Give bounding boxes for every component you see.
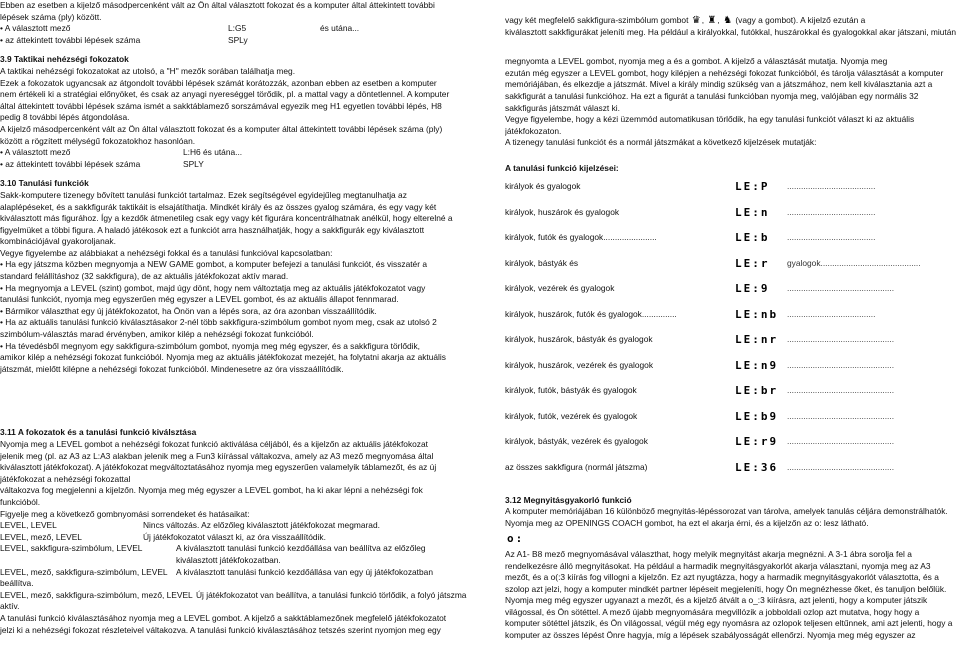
command-effect: A kiválasztott tanulási funkció kezdőállása van egy új játékfokozatban: [176, 566, 433, 577]
section-3-9-title: 3.9 Taktikai nehézségi fokozatok: [0, 54, 129, 65]
lcd-code: LE:nb: [735, 307, 779, 321]
right-top-line-1: vagy két megfelelő sakkfigura-szimbólum gombot ♛, ♜, ♞ (vagy a gombot). A kijelző ezután a: [505, 15, 866, 27]
section-3-11-body: [0, 439, 472, 520]
leader-dots: ..............................................: [787, 461, 895, 472]
table-cell: SPLy: [228, 34, 248, 45]
table-cell: • A választott mező: [0, 23, 71, 34]
text-line: • Ha egy játszma közben megnyomja a NEW GAME gombot, a komputer befejezi a tanulási funkciót, és visszatér a: [0, 259, 427, 270]
text-line: játékfokozat a nehézségi fokozattal: [0, 473, 131, 484]
text-line: • Ha tévedésből megnyom egy sakkfigura-szimbólum gombot, nyomja meg még egyszer, és a sakkfigura törlődik,: [0, 340, 421, 351]
lcd-code: LE:9: [735, 282, 770, 296]
text-line: A komputer memóriájában 16 különböző megnyitás-lépéssorozat van tárolva, amelyek tanulás céljára demonstrálhatók.: [505, 506, 948, 517]
text-line: A taktikai nehézségi fokozatokat az utolsó, a "H" mezők sorában találhatja meg.: [0, 65, 296, 76]
text-line: pedig 8 további lépés átgondolása.: [0, 112, 130, 123]
lcd-code: LE:br: [735, 384, 779, 398]
table-row: [505, 175, 960, 201]
text-line: Nyomja meg a LEVEL gombot a nehézségi fokozat funkció aktiválása céljából, és a kijelzőn az aktuális játékfokozat: [0, 439, 428, 449]
function-label: királyok, huszárok és gyalogok: [505, 206, 620, 217]
table-row: [0, 35, 472, 47]
text-line: játszmát, mielőtt kilépne a nehézségi fokozat funkcióból. Mindenesetre az óra visszaállítódik.: [0, 363, 344, 374]
text-line: kombinációjával gyakoroljanak.: [0, 236, 116, 247]
text-line: • Ha megnyomja a LEVEL (szint) gombot, majd úgy dönt, hogy nem változtatja meg az aktuális játékfokozatot vagy: [0, 282, 426, 293]
lcd-code: LE:P: [735, 180, 770, 194]
lcd-code: LE:nr: [735, 333, 779, 347]
text-line: komputer sötéttel játszik, és Ön világossal, végül még egy nyomásra az ozlopok teljesen eltűnnek, ami azt jelenti, hogy a: [505, 618, 953, 629]
text-line: A kijelző másodpercenként vált az Ön által választott fokozat és a komputer által áttekintett további lépések száma (ply): [0, 123, 443, 134]
text-line: nem értékeli ki a stratégiai előnyöket, és csak az anyagi nyereséggel törődik, pl. a mattal vagy a döntetlennel. A komputer: [0, 89, 450, 100]
text-line: Nyomja meg az OPENINGS COACH gombot, ha ezt el akarja érni, és a kijelzőn az o: lesz látható.: [505, 517, 869, 528]
section-3-12-title: 3.12 Megnyitásgyakorló funkció: [505, 494, 632, 505]
learning-table-title: A tanulási funkció kijelzései:: [505, 162, 619, 173]
section-3-12-body-2: [505, 549, 960, 642]
function-label: az összes sakkfigura (normál játszma): [505, 461, 648, 472]
function-label: királyok, huszárok, futók és gyalogok...............: [505, 308, 677, 319]
function-label: királyok, huszárok, vezérek és gyalogok: [505, 359, 654, 370]
knight-icon: ♞: [723, 15, 733, 27]
text-line: sakkfigurás játszmát választ ki.: [505, 102, 620, 113]
learning-display-table: [505, 175, 960, 481]
text-line: Nyomja meg még egyszer ugyanazt a mezőt, és a kijelző átvált a o_:3 kiírásra, azt jelenti, hogy a komputer játszik: [505, 595, 928, 606]
table-row: [505, 379, 960, 405]
table-cell: és utána...: [320, 23, 360, 34]
table-row: [505, 226, 960, 252]
function-label: királyok, futók és gyalogok.......................: [505, 232, 657, 243]
function-label: királyok, futók, vezérek és gyalogok: [505, 410, 638, 421]
command-row: [0, 567, 472, 579]
text-line: Az A1- B8 mező megnyomásával választhat, hogy melyik megnyitást akarja megnézni. A 3-1 ábra sorolja fel a: [505, 548, 912, 559]
text-line: funkcióból.: [0, 496, 41, 507]
command-keys: aktív.: [0, 601, 20, 612]
command-row: [0, 543, 472, 555]
text-line: Ezek a fokozatok ugyancsak az átgondolt további lépések számát korátozzák, azonban ebben az esetben a komputer: [0, 77, 437, 88]
command-keys: LEVEL, mező, LEVEL: [0, 531, 82, 542]
text-line: rendelkezésre álló megnyitásokat. Ha például a harmadik megnyitásgyakorlót akarja választani, nyomja meg az A3: [505, 560, 931, 571]
command-row: [0, 578, 472, 590]
text-line: világossal, és Ön sötéttel. A mező újabb megnyomására megvillózik a jobboldali ozlop azt mutatva, hogy hogy a: [505, 606, 920, 617]
lcd-code: LE:n9: [735, 358, 779, 372]
text-line: • Bármikor választhat egy új játékfokozatot, ha Önön van a lépés sora, az óra azonban visszaállítódik.: [0, 305, 377, 316]
section-3-11-title: 3.11 A fokozatok és a tanulási funkció kiválsztása: [0, 427, 197, 438]
function-label: királyok és gyalogok: [505, 181, 581, 192]
text-line: A tanulási funkció kiválasztásához nyomja meg a LEVEL gombot. A kijelző a sakktáblamezőnek megfelelő játékfokozatot: [0, 612, 447, 623]
text-line: jelzi ki a nehézségi fokozat részleteivel váltakozva. A tanulási funkció kiválasztásához tetszés szerint nyomjon meg egy: [0, 624, 441, 635]
leader-dots: ......................................: [787, 308, 876, 319]
table-row: [505, 404, 960, 430]
leader-dots: ..............................................: [787, 334, 895, 345]
text-line: alaplépéseket, és a sakkfigurák taktikáit is elsajátíthatja. Mindkét király és az összes gyalog számára, és egy vagy két: [0, 201, 437, 212]
text-line: jelenik meg (pl. az A3 az L:A3 alakban jelenik meg a Fun3 kiírással váltakozva, amely az A3 mező megnyomása által: [0, 450, 434, 461]
text-line: tanulási funkciót, nyomja meg egyszerűen még egyszer a LEVEL gombot, és az aktuális állapot fennmarad.: [0, 294, 399, 305]
text-line: Figyelje meg a következő gombnyomási sorrendeket és hatásaikat:: [0, 508, 250, 519]
table-row: [505, 455, 960, 481]
text-line: mezőt, és a o(:3 kiírás fog villogni a kijelzőn. Ez azt nyugtázza, hogy a harmadik megnyitásgyakorlót választotta, és a: [505, 572, 939, 583]
command-keys: LEVEL, mező, sakkfigura-szimbólum, LEVEL: [0, 566, 168, 577]
leader-dots: ..............................................: [787, 359, 895, 370]
table-row: [0, 159, 472, 171]
function-label: királyok, bástyák és: [505, 257, 579, 268]
text-line: memóriájában, és elkezdje a játszmát. Mivel a király mindig szükség van a játszmához, nem kell kiválasztania azt a: [505, 79, 933, 90]
text-line: A tizenegy tanulási funkciót és a normál játszmákat a következő kijelzések mutatják:: [505, 137, 817, 148]
lcd-code: LE:b9: [735, 409, 779, 423]
text-line: • Ha az aktuális tanulási funkció kiválasztásakor 2-nél több sakkfigura-szimbólum gombot nyom meg, csak az utolsó 2: [0, 317, 437, 328]
outro-paragraph: [0, 613, 472, 636]
command-row: [0, 590, 472, 602]
lcd-code: LE:r: [735, 256, 770, 270]
command-keys: LEVEL, mező, sakkfigura-szimbólum, mező, LEVEL: [0, 589, 193, 600]
table-cell: L:H6 és utána...: [183, 147, 243, 158]
lcd-openings-display: o:: [507, 532, 525, 546]
table-row: [505, 200, 960, 226]
command-keys: beállítva.: [0, 578, 34, 589]
section-3-10-title: 3.10 Tanulási funkciók: [0, 178, 89, 189]
command-keys: LEVEL, sakkfigura-szimbólum, LEVEL: [0, 543, 143, 554]
table-row: [0, 23, 472, 35]
function-label: királyok, bástyák, vezérek és gyalogok: [505, 436, 648, 447]
right-column: [505, 0, 960, 642]
table-row: [505, 277, 960, 303]
text-line: által áttekintett további lépések száma ismét a sakktáblamező sorszámával egyezik meg H1 egyetlen további lépés, H8: [0, 100, 442, 111]
table-cell: • az áttekintett további lépések száma: [0, 34, 141, 45]
text-line: szimbólum-választás marad érvényben, amikor kilép a nehézségi fokozat funkcióból.: [0, 329, 314, 340]
lcd-code: LE:n: [735, 205, 770, 219]
table-cell: • az áttekintett további lépések száma: [0, 158, 141, 169]
command-effect: Új játékfokozatot választ ki, az óra visszaállítódik.: [143, 531, 326, 542]
command-row: [0, 520, 472, 532]
text-line: játékfokozaton.: [505, 125, 562, 136]
command-row: [0, 601, 472, 613]
table-row: [505, 328, 960, 354]
text-line: amikor kilép a nehézségi fokozat funkcióból. Nyomja meg az aktuális játékfokozat mezejét, ha folytatni akarja az aktuális: [0, 352, 446, 363]
text-line: kiválasztott játékfokozat). A játékfokozat megváltoztatásához nyomja meg egyszerűen valamelyik táblamezőt, és az új: [0, 462, 437, 473]
command-effect: Nincs változás. Az előzőleg kiválasztott játékfokozat megmarad.: [143, 520, 380, 531]
text-line: Sakk-komputere tizenegy bővített tanulási funkciót tartalmaz. Ezek segítségével egyidejűleg megtanulhatja az: [0, 189, 407, 200]
command-row: [0, 555, 472, 567]
rook-icon: ♜: [707, 15, 717, 27]
section-3-9-table: [0, 147, 472, 170]
function-label: királyok, vezérek és gyalogok: [505, 283, 615, 294]
leader-dots: ..............................................: [787, 436, 895, 447]
intro-table: [0, 23, 472, 46]
text-line: váltakozva fog megjelenni a kijelzőn. Nyomja meg még egyszer a LEVEL gombot, ha ki akar lépni a nehézségi fok: [0, 485, 423, 496]
function-label: királyok, huszárok, bástyák és gyalogok: [505, 334, 653, 345]
text-line: megnyomta a LEVEL gombot, nyomja meg a és a gombot. A kijelző a választását mutatja. Nyomja meg: [505, 56, 888, 67]
intro-paragraph: [0, 0, 472, 23]
section-3-10-body: [0, 190, 472, 376]
text-line: Vegye figyelembe, hogy a kézi üzemmód automatikusan törlődik, ha egy tanulási funkciót választ ki az aktuális: [505, 114, 915, 125]
table-row: [505, 353, 960, 379]
command-keys: [0, 555, 176, 567]
lcd-code: LE:36: [735, 460, 779, 474]
leader-dots: ......................................: [787, 232, 876, 243]
text-line: ezután még egyszer a LEVEL gombot, hogy kilépjen a nehézségi fokozat funkcióból, és tárolja választását a komputer: [505, 67, 944, 78]
command-effect: A kiválasztott tanulási funkció kezdőállása van beállítva az előzőleg: [176, 543, 426, 554]
table-cell: SPLY: [183, 158, 204, 169]
table-cell: L:G5: [228, 23, 247, 34]
text-line: szolop azt jelzi, hogy a komputer mindkét partner lépéseit megjeleníti, hogy Ön megnézhesse őket, és tanuljon belőlük.: [505, 583, 947, 594]
right-top-line-2: kiválasztott sakkfigurákat jeleníti meg. Ha például a királyokkal, futókkal, huszárokkal és gyalogokkal akar játszani, miután: [505, 26, 957, 37]
function-label: királyok, futók, bástyák és gyalogok: [505, 385, 637, 396]
table-row: [505, 302, 960, 328]
leader-dots: ..............................................: [787, 385, 895, 396]
section-3-9-body: [0, 66, 472, 147]
text-line: Vegye figyelembe az alábbiakat a nehézségi fokkal és a tanulási funkcióval kapcsolatban:: [0, 247, 333, 258]
command-list: [0, 520, 472, 613]
leader-dots: ..............................................: [787, 283, 895, 294]
table-row: [505, 251, 960, 277]
table-row: [0, 147, 472, 159]
command-effect: kiválasztott játékfokozatban.: [176, 554, 281, 565]
text-line: lépések száma (ply) között.: [0, 11, 102, 22]
text-line: sakkfigurát a tanulási funkcióhoz. Ha ezt a figurát a tanulási funkcióban nyomja meg, valójában egy normális 32: [505, 90, 919, 101]
table-row: [505, 430, 960, 456]
queen-icon: ♛: [691, 15, 701, 27]
section-3-12-body: [505, 506, 960, 529]
text-line: kiválasztott más figurához. Így a kezdők átmenetileg csak egy vagy két figurára koncentrálhatnak anélkül, hogy elterelné a: [0, 213, 453, 224]
command-keys: LEVEL, LEVEL: [0, 520, 57, 531]
lcd-code: LE:b: [735, 231, 770, 245]
text-line: standard felállításhoz (32 sakkfigura), de az aktuális játékfokozat aktív marad.: [0, 271, 289, 282]
leader-dots: ......................................: [787, 206, 876, 217]
leader-dots: ..............................................: [787, 410, 895, 421]
text-line: között a rögzített mélységű fokozatokhoz hasonlóan.: [0, 135, 196, 146]
leader-dots: gyalogok...........................................: [787, 257, 921, 268]
text-line: Ebben az esetben a kijelző másodpercenként vált az Ön által választott fokozat és a komputer által áttekintett további: [0, 0, 435, 10]
command-row: [0, 532, 472, 544]
text-line: figyelmüket a többi figura. A haladó játékosok ezt a funkciót arra használhatják, hogy a sakkfigurák egy kiválasztott: [0, 224, 425, 235]
table-cell: • A választott mező: [0, 147, 71, 158]
right-paragraph-2: [505, 56, 960, 149]
left-column: [0, 0, 472, 636]
leader-dots: ......................................: [787, 181, 876, 192]
text-line: komputer az összes lépést Önre hagyja, míg a lépések szabályosságát ellenőrzi. Nyomja meg még egyszer az: [505, 630, 916, 641]
lcd-code: LE:r9: [735, 435, 779, 449]
command-effect: Új játékfokozatot van beállítva, a tanulási funkció törlődik, a folyó játszma: [196, 589, 467, 600]
